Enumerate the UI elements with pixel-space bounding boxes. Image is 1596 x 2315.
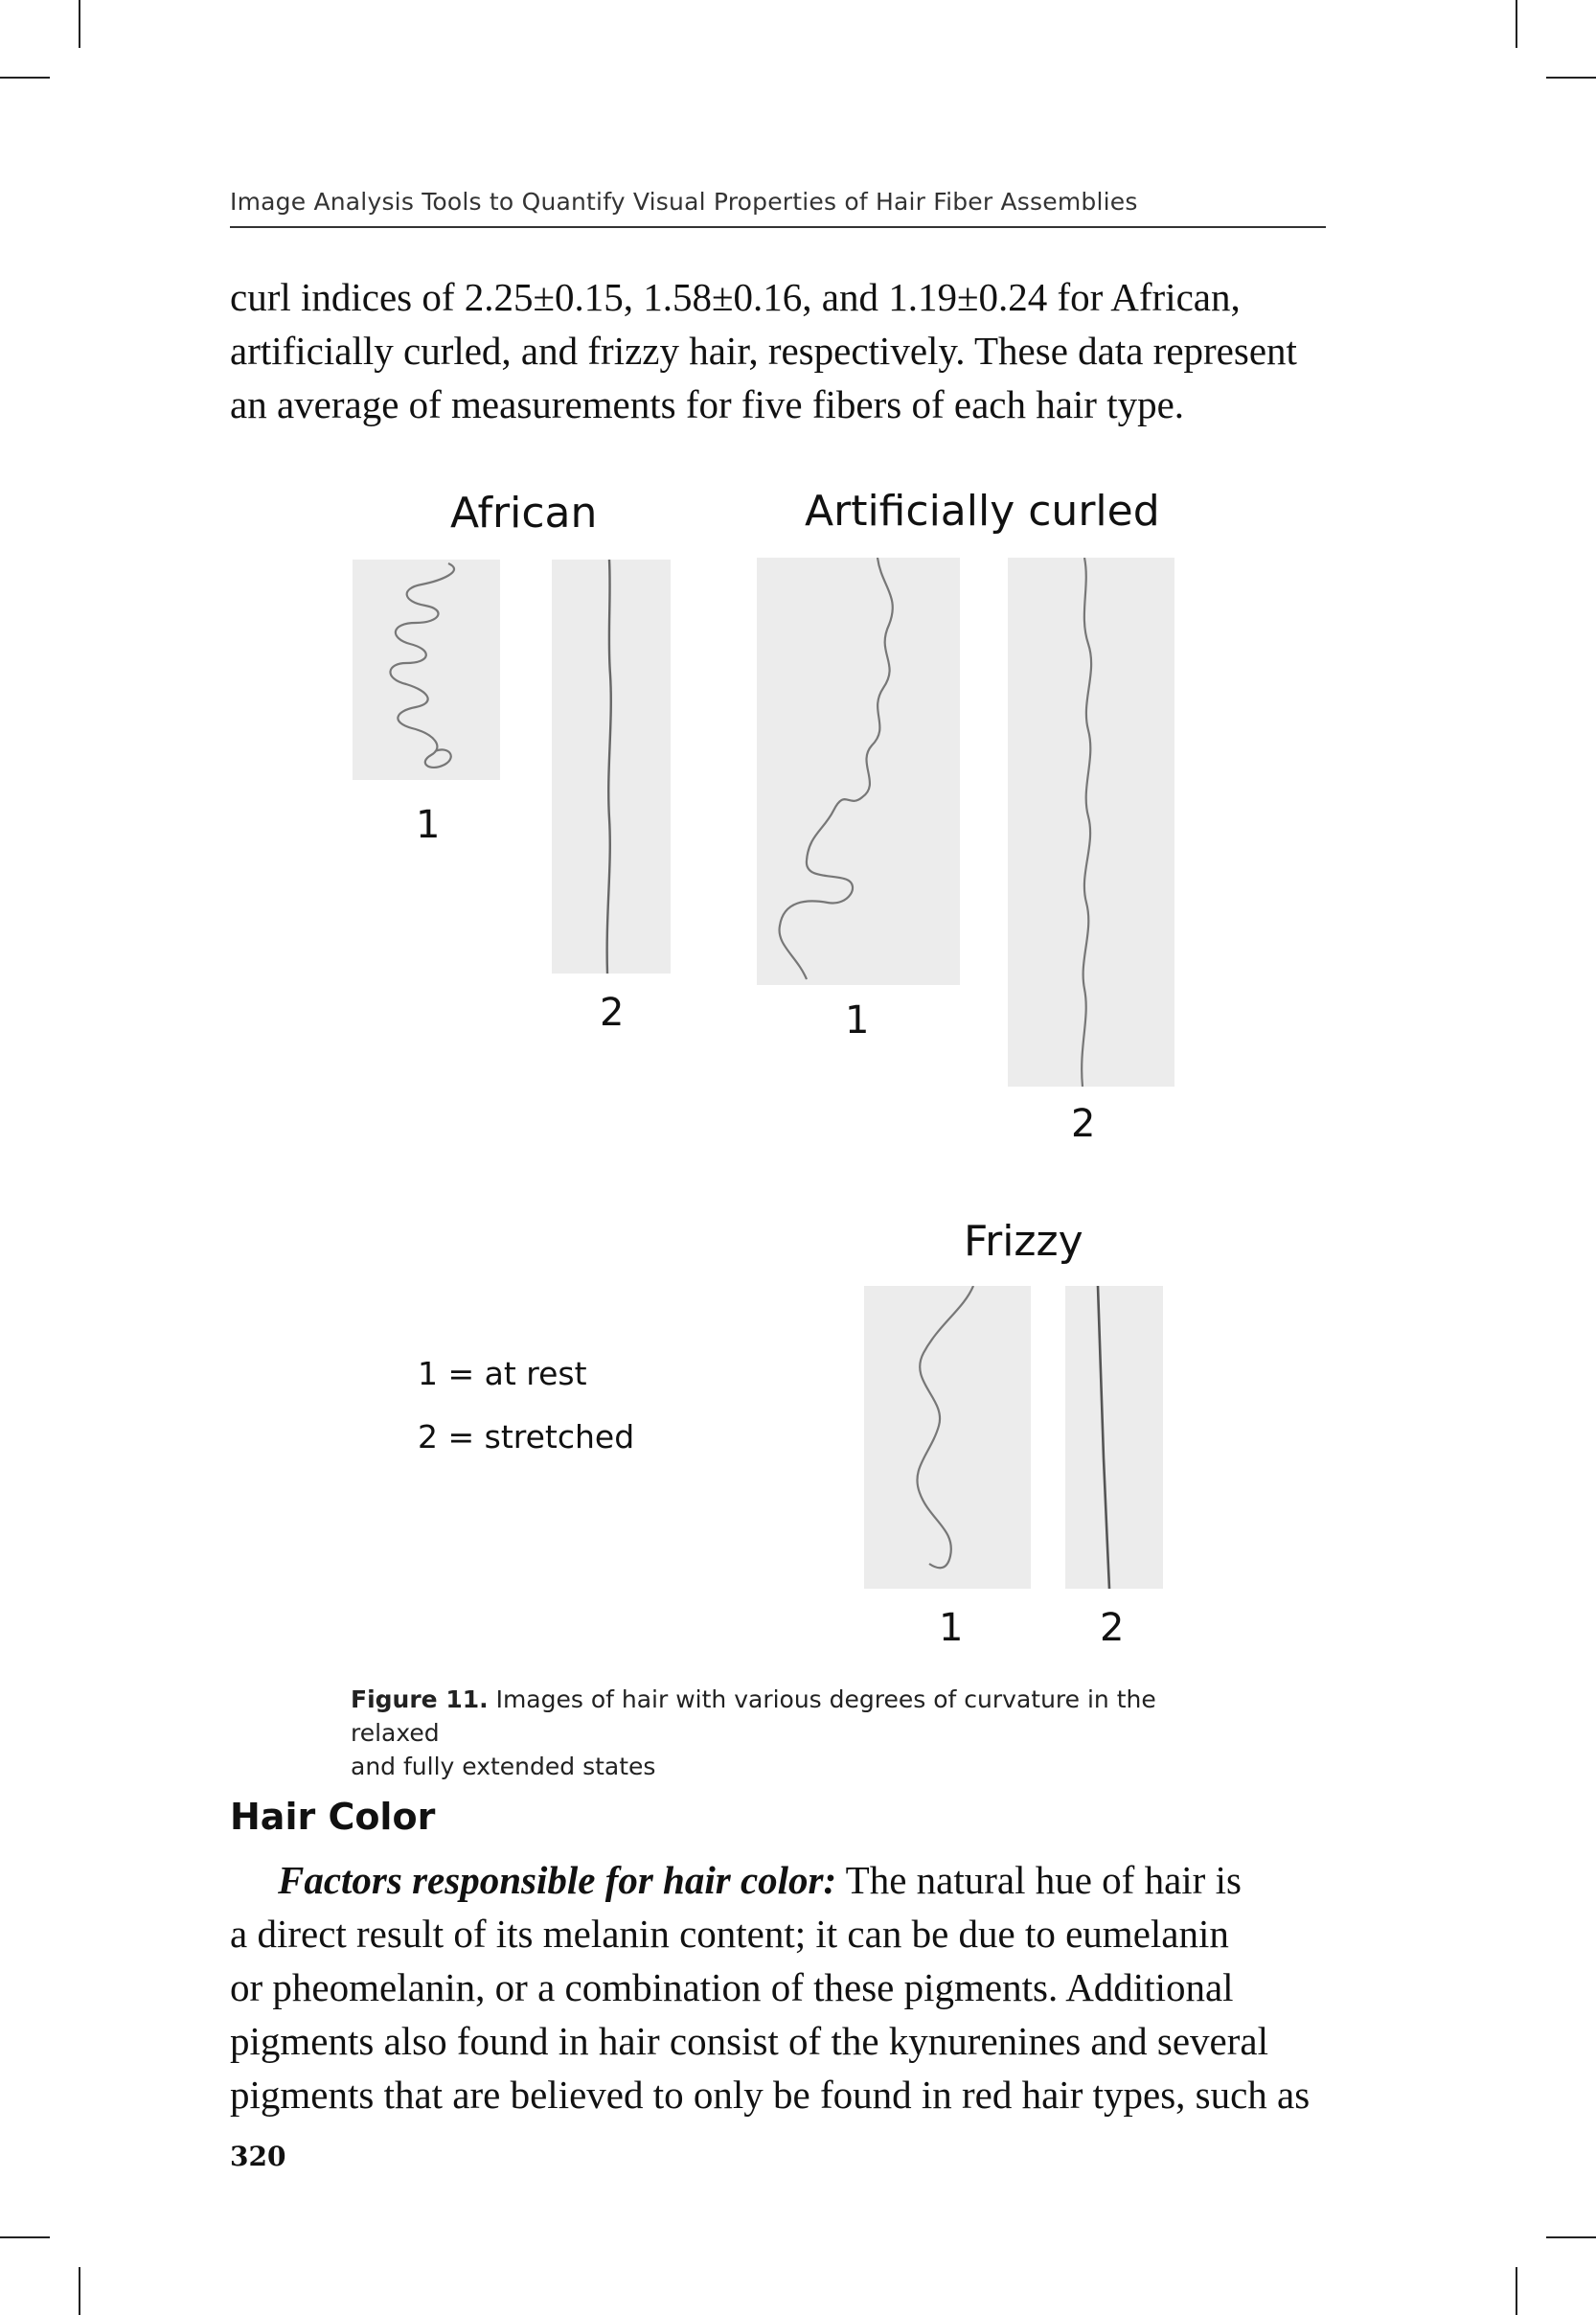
artificial-stretched-image [1008, 558, 1174, 1087]
figure-11 [345, 479, 1188, 1667]
frizzy-stretched-fiber [1065, 1286, 1163, 1589]
caption-text: Images of hair with various degrees of curvature in the relaxed [351, 1685, 1156, 1747]
legend-stretched: 2 = stretched [418, 1418, 635, 1455]
paragraph-line: or pheomelanin, or a combination of these pigments. Additional [230, 1965, 1234, 2009]
frizzy-rest-label: 1 [939, 1606, 964, 1650]
paragraph-line: an average of measurements for five fibers of each hair type. [230, 382, 1185, 426]
caption-text: and fully extended states [351, 1753, 656, 1780]
african-rest-fiber [353, 560, 500, 780]
frizzy-rest-fiber [864, 1286, 1031, 1589]
paragraph-line: artificially curled, and frizzy hair, respectively. These data represent [230, 329, 1297, 373]
lead-in-rest: The natural hue of hair is [836, 1858, 1242, 1902]
artificial-rest-label: 1 [845, 998, 870, 1043]
artificial-stretched-fiber [1008, 558, 1174, 1087]
paragraph-line: a direct result of its melanin content; it can be due to eumelanin [230, 1912, 1229, 1956]
african-title: African [450, 489, 598, 538]
african-rest-label: 1 [416, 803, 441, 847]
artificial-stretched-label: 2 [1071, 1102, 1096, 1146]
paragraph-line: pigments also found in hair consist of the kynurenines and several [230, 2019, 1268, 2063]
frizzy-title: Frizzy [964, 1217, 1083, 1266]
crop-mark [1516, 2267, 1517, 2315]
running-head: Image Analysis Tools to Quantify Visual Properties of Hair Fiber Assemblies [230, 188, 1138, 216]
african-stretched-fiber [552, 560, 671, 974]
figure-caption [351, 1683, 1213, 1783]
frizzy-stretched-image [1065, 1286, 1163, 1589]
paragraph-line: pigments that are believed to only be found in red hair types, such as [230, 2073, 1311, 2117]
frizzy-rest-image [864, 1286, 1031, 1589]
african-stretched-image [552, 560, 671, 974]
frizzy-stretched-label: 2 [1100, 1606, 1125, 1650]
header-rule [230, 226, 1326, 228]
lead-in: Factors responsible for hair color: [278, 1858, 837, 1902]
legend-rest: 1 = at rest [418, 1355, 587, 1392]
top-paragraph [230, 270, 1326, 431]
artificially-curled-title: Artificially curled [805, 487, 1160, 536]
section-heading: Hair Color [230, 1796, 436, 1838]
artificial-rest-image [757, 558, 960, 985]
crop-mark [1546, 77, 1596, 79]
page-number: 320 [230, 2141, 286, 2172]
crop-mark [0, 2236, 50, 2238]
crop-mark [79, 2267, 80, 2315]
caption-label: Figure 11. [351, 1685, 489, 1713]
paragraph-line: curl indices of 2.25±0.15, 1.58±0.16, and 1.19±0.24 for African, [230, 275, 1241, 319]
crop-mark [0, 77, 50, 79]
crop-mark [79, 0, 80, 48]
artificial-rest-fiber [757, 558, 960, 985]
african-stretched-label: 2 [600, 991, 625, 1035]
paragraph-line [230, 1853, 1326, 1907]
crop-mark [1516, 0, 1517, 48]
african-rest-image [353, 560, 500, 780]
section-paragraph [230, 1853, 1326, 2121]
crop-mark [1546, 2236, 1596, 2238]
